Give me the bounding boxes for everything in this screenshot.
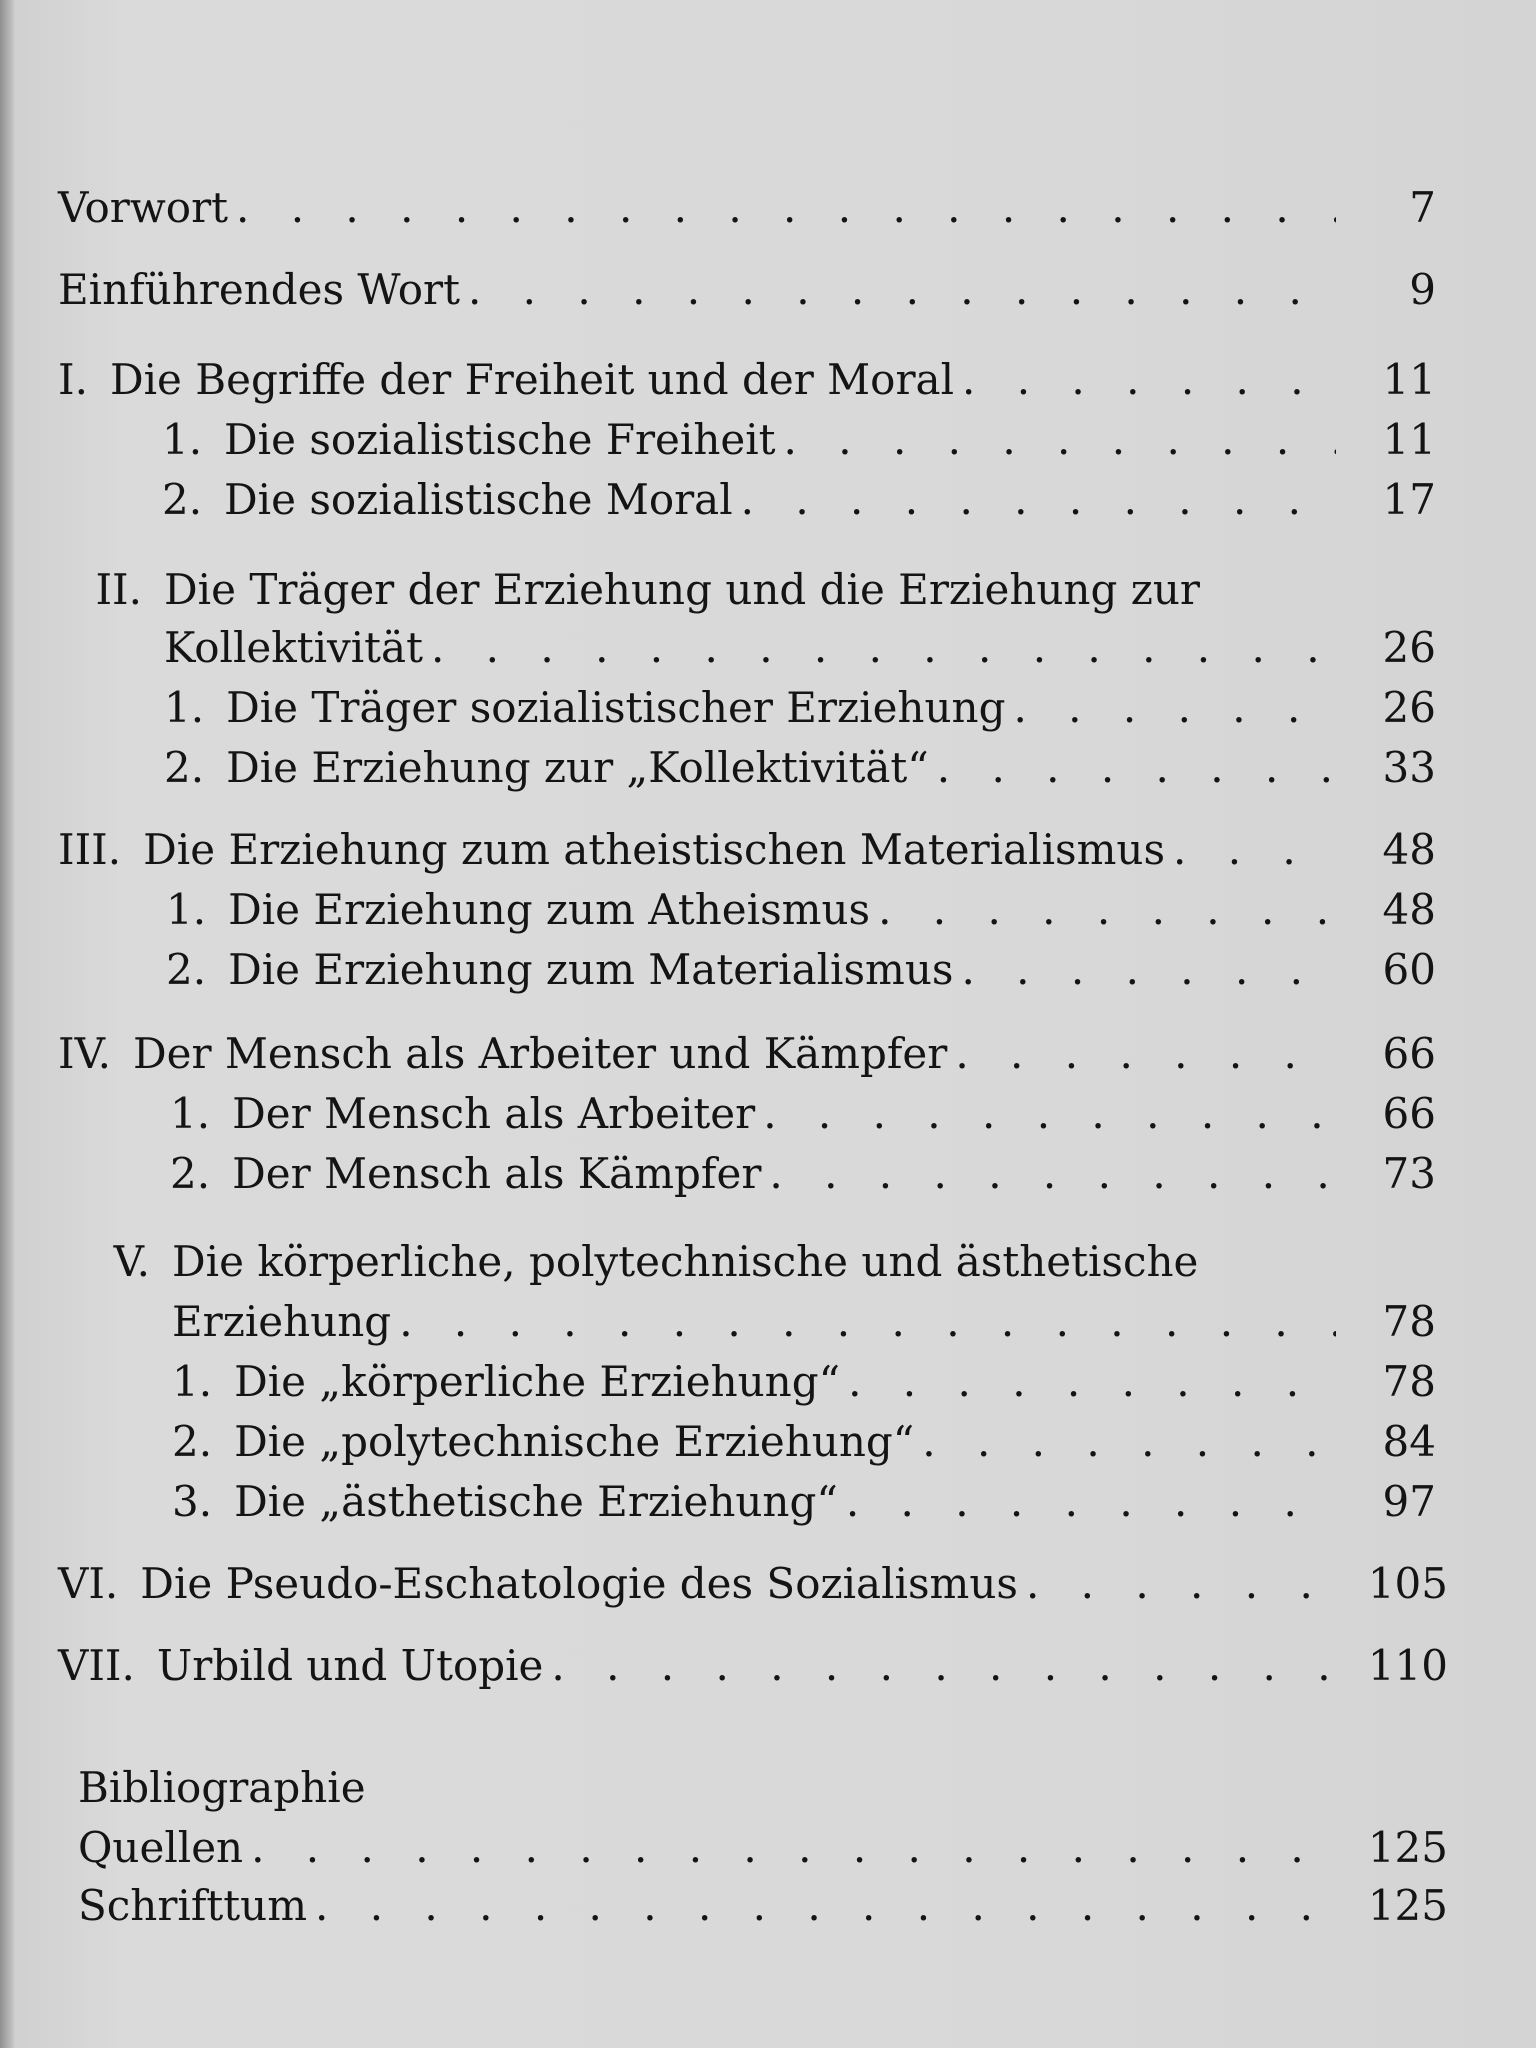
- toc-leader-dots: [251, 1820, 1348, 1876]
- toc-page-number: 78: [1382, 1357, 1436, 1406]
- toc-entry-chapter-5-cont: [172, 1294, 1436, 1350]
- toc-entry-chapter-1: [58, 352, 1436, 408]
- toc-leader-dots: [769, 1146, 1336, 1202]
- toc-leader-dots: [878, 882, 1336, 938]
- toc-section-number: 1.: [162, 415, 203, 464]
- toc-page-number: 11: [1382, 355, 1436, 404]
- toc-title: Der Mensch als Arbeiter und Kämpfer: [132, 1029, 948, 1078]
- toc-leader-dots: [236, 180, 1336, 236]
- toc-title: Die Erziehung zum atheistischen Materialismus: [143, 825, 1166, 874]
- toc-page-number: 26: [1382, 683, 1436, 732]
- toc-entry-chapter-5: [58, 1234, 1436, 1290]
- toc-page-number: 78: [1382, 1297, 1436, 1346]
- toc-entry-chapter-2-cont: [164, 620, 1436, 676]
- toc-chapter-number: VII.: [58, 1641, 135, 1690]
- toc-title: Die sozialistische Freiheit: [224, 415, 776, 464]
- toc-entry-section-3-2: [166, 942, 1436, 998]
- toc-page-number: 33: [1382, 743, 1436, 792]
- toc-title: Die Erziehung zum Atheismus: [228, 885, 871, 934]
- toc-page-number: 66: [1382, 1029, 1436, 1078]
- toc-title: Die körperliche, polytechnische und ästhetische: [172, 1237, 1199, 1286]
- toc-section-number: 3.: [172, 1477, 213, 1526]
- toc-leader-dots: [784, 412, 1336, 468]
- toc-title: Die Träger der Erziehung und die Erziehung zur: [164, 565, 1200, 614]
- toc-entry-section-5-2: [172, 1414, 1436, 1470]
- toc-section-number: 1.: [166, 885, 207, 934]
- toc-entry-chapter-2: [58, 562, 1436, 618]
- toc-section-number: 1.: [170, 1089, 211, 1138]
- toc-title: Quellen: [78, 1823, 244, 1872]
- toc-page-number: 11: [1382, 415, 1436, 464]
- toc-title: Bibliographie: [78, 1763, 366, 1812]
- toc-leader-dots: [741, 472, 1336, 528]
- toc-leader-dots: [763, 1086, 1336, 1142]
- toc-title: Die Erziehung zum Materialismus: [228, 945, 954, 994]
- toc-entry-section-1-1: [162, 412, 1436, 468]
- toc-page-number: 48: [1382, 885, 1436, 934]
- toc-title: Der Mensch als Kämpfer: [232, 1149, 762, 1198]
- toc-page-number: 105: [1367, 1559, 1448, 1608]
- toc-leader-dots: [551, 1638, 1348, 1694]
- toc-chapter-number: V.: [113, 1237, 150, 1286]
- toc-leader-dots: [937, 740, 1336, 796]
- toc-entry-section-4-2: [170, 1146, 1436, 1202]
- toc-title: Die Erziehung zur „Kollektivität“: [226, 743, 929, 792]
- toc-page-number: 7: [1409, 183, 1436, 232]
- toc-entry-quellen: [78, 1820, 1448, 1876]
- toc-entry-chapter-6: [58, 1556, 1448, 1612]
- toc-page-number: 125: [1367, 1881, 1448, 1930]
- toc-title: Die Begriffe der Freiheit und der Moral: [109, 355, 955, 404]
- toc-entry-section-2-1: [164, 680, 1436, 736]
- toc-page-number: 125: [1367, 1823, 1448, 1872]
- toc-leader-dots: [1173, 822, 1336, 878]
- toc-section-number: 2.: [172, 1417, 213, 1466]
- toc-entry-chapter-7: [58, 1638, 1448, 1694]
- toc-page-number: 9: [1409, 265, 1436, 314]
- toc-section-number: 1.: [164, 683, 205, 732]
- toc-entry-section-4-1: [170, 1086, 1436, 1142]
- toc-chapter-number: IV.: [58, 1029, 111, 1078]
- toc-title: Die Pseudo-Eschatologie des Sozialismus: [140, 1559, 1018, 1608]
- toc-section-number: 2.: [166, 945, 207, 994]
- toc-leader-dots: [1013, 680, 1336, 736]
- toc-section-number: 2.: [164, 743, 205, 792]
- toc-title: Die „körperliche Erziehung“: [234, 1357, 841, 1406]
- toc-entry-section-2-2: [164, 740, 1436, 796]
- toc-page-number: 110: [1367, 1641, 1448, 1690]
- toc-leader-dots: [955, 1026, 1336, 1082]
- toc-chapter-number: VI.: [58, 1559, 119, 1608]
- toc-title: Erziehung: [172, 1297, 392, 1346]
- toc-entry-einfuehrendes-wort: [58, 262, 1436, 318]
- toc-title: Einführendes Wort: [58, 265, 460, 314]
- toc-leader-dots: [961, 942, 1336, 998]
- toc-title: Die Träger sozialistischer Erziehung: [226, 683, 1006, 732]
- toc-title: Der Mensch als Arbeiter: [232, 1089, 756, 1138]
- toc-title: Die „ästhetische Erziehung“: [234, 1477, 838, 1526]
- toc-page-number: 26: [1382, 623, 1436, 672]
- toc-page-number: 48: [1382, 825, 1436, 874]
- toc-entry-section-1-2: [162, 472, 1436, 528]
- toc-entry-section-5-3: [172, 1474, 1436, 1530]
- toc-title: Schrifttum: [78, 1881, 308, 1930]
- toc-leader-dots: [962, 352, 1336, 408]
- toc-leader-dots: [315, 1878, 1348, 1934]
- toc-leader-dots: [846, 1474, 1336, 1530]
- toc-title: Urbild und Utopie: [156, 1641, 544, 1690]
- toc-section-number: 2.: [162, 475, 203, 524]
- toc-title: Die sozialistische Moral: [224, 475, 733, 524]
- toc-title: Die „polytechnische Erziehung“: [234, 1417, 915, 1466]
- toc-entry-chapter-4: [58, 1026, 1436, 1082]
- toc-leader-dots: [922, 1414, 1336, 1470]
- toc-page-number: 84: [1382, 1417, 1436, 1466]
- toc-page-number: 17: [1382, 475, 1436, 524]
- toc-leader-dots: [468, 262, 1336, 318]
- toc-page-number: 60: [1382, 945, 1436, 994]
- toc-section-number: 2.: [170, 1149, 211, 1198]
- toc-leader-dots: [848, 1354, 1336, 1410]
- toc-leader-dots: [431, 620, 1336, 676]
- toc-chapter-number: III.: [58, 825, 122, 874]
- toc-entry-chapter-3: [58, 822, 1436, 878]
- toc-entry-section-3-1: [166, 882, 1436, 938]
- toc-entry-bibliographie: [78, 1760, 1448, 1816]
- toc-entry-schrifttum: [78, 1878, 1448, 1934]
- toc-page-number: 73: [1382, 1149, 1436, 1198]
- toc-leader-dots: [399, 1294, 1336, 1350]
- toc-title: Vorwort: [58, 183, 229, 232]
- toc-page-number: 97: [1382, 1477, 1436, 1526]
- toc-page-number: 66: [1382, 1089, 1436, 1138]
- toc-chapter-number: I.: [58, 355, 88, 404]
- toc-leader-dots: [1026, 1556, 1348, 1612]
- toc-section-number: 1.: [172, 1357, 213, 1406]
- toc-title: Kollektivität: [164, 623, 423, 672]
- toc-entry-section-5-1: [172, 1354, 1436, 1410]
- toc-chapter-number: II.: [95, 565, 142, 614]
- toc-entry-vorwort: [58, 180, 1436, 236]
